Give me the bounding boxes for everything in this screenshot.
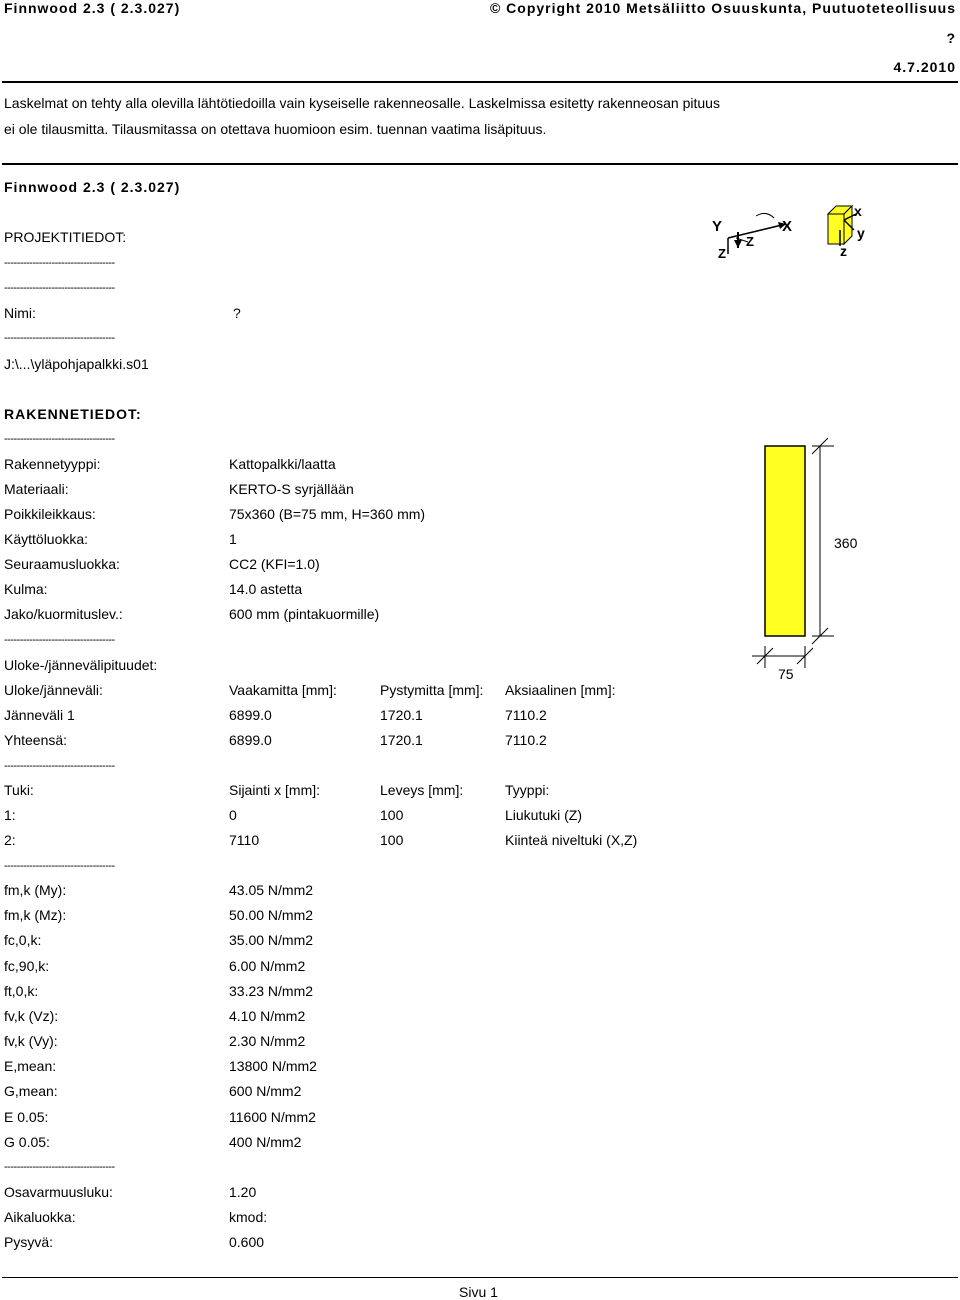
spans-header-horizontal: Vaakamitta [mm]: bbox=[229, 682, 337, 698]
spans-heading: Uloke-/jännevälipituudet: bbox=[4, 657, 158, 673]
strength-value: 4.10 N/mm2 bbox=[229, 1008, 306, 1024]
factor-value: 1.20 bbox=[229, 1184, 257, 1200]
divider: ----------------------------------- bbox=[4, 760, 115, 772]
strength-value: 2.30 N/mm2 bbox=[229, 1033, 306, 1049]
supports-header-support: Tuki: bbox=[4, 782, 34, 798]
project-name-value: ? bbox=[233, 305, 241, 321]
supports-cell: 0 bbox=[229, 807, 237, 823]
structure-heading: RAKENNETIEDOT: bbox=[4, 406, 142, 422]
spans-header-span: Uloke/jänneväli: bbox=[4, 682, 103, 698]
divider: ----------------------------------- bbox=[4, 433, 115, 445]
program-title: Finnwood 2.3 ( 2.3.027) bbox=[4, 179, 181, 195]
strength-value: 600 N/mm2 bbox=[229, 1083, 302, 1099]
section-width-label: 75 bbox=[778, 666, 794, 682]
box-z-label: z bbox=[840, 243, 847, 258]
strength-label: G,mean: bbox=[4, 1083, 58, 1099]
factor-value: kmod: bbox=[229, 1209, 268, 1225]
strength-label: fc,90,k: bbox=[4, 958, 50, 974]
structure-label-consequence-class: Seuraamusluokka: bbox=[4, 556, 120, 572]
structure-label-angle: Kulma: bbox=[4, 581, 48, 597]
supports-cell: 1: bbox=[4, 807, 16, 823]
header-date: 4.7.2010 bbox=[893, 59, 956, 75]
divider: ----------------------------------- bbox=[4, 860, 115, 872]
structure-value-consequence-class: CC2 (KFI=1.0) bbox=[229, 556, 320, 572]
page-number: Sivu 1 bbox=[459, 1284, 498, 1300]
factor-value: 0.600 bbox=[229, 1234, 265, 1250]
strength-label: fv,k (Vz): bbox=[4, 1008, 59, 1024]
strength-value: 50.00 N/mm2 bbox=[229, 907, 314, 923]
spans-total-cell: Yhteensä: bbox=[4, 732, 68, 748]
supports-header-width: Leveys [mm]: bbox=[380, 782, 464, 798]
divider: ----------------------------------- bbox=[4, 1161, 115, 1173]
supports-header-type: Tyyppi: bbox=[505, 782, 550, 798]
beam-section bbox=[765, 446, 805, 636]
axis-y-label: Y bbox=[712, 218, 723, 235]
structure-value-service-class: 1 bbox=[229, 531, 237, 547]
structure-value-section: 75x360 (B=75 mm, H=360 mm) bbox=[229, 506, 426, 522]
spans-total-cell: 6899.0 bbox=[229, 732, 272, 748]
axis-z-label-2: Z bbox=[746, 234, 754, 249]
strength-value: 400 N/mm2 bbox=[229, 1134, 302, 1150]
strength-value: 33.23 N/mm2 bbox=[229, 983, 314, 999]
spans-cell: 6899.0 bbox=[229, 707, 272, 723]
divider: ----------------------------------- bbox=[4, 282, 115, 294]
structure-label-type: Rakennetyyppi: bbox=[4, 456, 101, 472]
strength-value: 35.00 N/mm2 bbox=[229, 932, 314, 948]
structure-value-spacing: 600 mm (pintakuormille) bbox=[229, 606, 380, 622]
strength-value: 11600 N/mm2 bbox=[229, 1109, 316, 1125]
header-question: ? bbox=[946, 30, 956, 46]
supports-cell: 2: bbox=[4, 832, 16, 848]
supports-cell: 100 bbox=[380, 832, 404, 848]
divider: ----------------------------------- bbox=[4, 332, 115, 344]
strength-label: E 0.05: bbox=[4, 1109, 49, 1125]
box-x-label: x bbox=[854, 203, 862, 219]
factor-label: Pysyvä: bbox=[4, 1234, 54, 1250]
spans-cell: 7110.2 bbox=[505, 707, 547, 723]
divider: ----------------------------------- bbox=[4, 257, 115, 269]
spans-cell: Jänneväli 1 bbox=[4, 707, 75, 723]
notice-rule bbox=[2, 163, 958, 165]
supports-cell: 7110 bbox=[229, 832, 260, 848]
strength-label: G 0.05: bbox=[4, 1134, 50, 1150]
notice-line-2: ei ole tilausmitta. Tilausmitassa on otettava huomioon esim. tuennan vaatima lisäpituus. bbox=[4, 121, 547, 137]
header-rule bbox=[2, 81, 958, 83]
header-program: Finnwood 2.3 ( 2.3.027) bbox=[4, 0, 181, 16]
structure-value-type: Kattopalkki/laatta bbox=[229, 456, 336, 472]
notice-line-1: Laskelmat on tehty alla olevilla lähtötiedoilla vain kyseiselle rakenneosalle. Laskelmissa esitetty rakenneosan pituus bbox=[4, 95, 720, 111]
spans-header-axial: Aksiaalinen [mm]: bbox=[505, 682, 616, 698]
factor-label: Osavarmuusluku: bbox=[4, 1184, 113, 1200]
factor-label: Aikaluokka: bbox=[4, 1209, 76, 1225]
strength-label: fm,k (My): bbox=[4, 882, 67, 898]
spans-header-vertical: Pystymitta [mm]: bbox=[380, 682, 484, 698]
strength-label: fv,k (Vy): bbox=[4, 1033, 58, 1049]
strength-label: fm,k (Mz): bbox=[4, 907, 67, 923]
cross-section-drawing bbox=[750, 436, 870, 686]
box-y-label: y bbox=[857, 225, 865, 241]
project-heading: PROJEKTITIEDOT: bbox=[4, 229, 127, 245]
axis-x-label: X bbox=[782, 218, 793, 235]
structure-value-material: KERTO-S syrjällään bbox=[229, 481, 354, 497]
supports-cell: Kiinteä niveltuki (X,Z) bbox=[505, 832, 638, 848]
structure-label-section: Poikkileikkaus: bbox=[4, 506, 96, 522]
spans-total-cell: 7110.2 bbox=[505, 732, 547, 748]
project-name-label: Nimi: bbox=[4, 305, 36, 321]
structure-label-service-class: Käyttöluokka: bbox=[4, 531, 89, 547]
structure-label-spacing: Jako/kuormituslev.: bbox=[4, 606, 123, 622]
footer-rule bbox=[2, 1277, 958, 1278]
axis-z-label-1: Z bbox=[718, 246, 726, 260]
strength-label: ft,0,k: bbox=[4, 983, 39, 999]
supports-header-position: Sijainti x [mm]: bbox=[229, 782, 321, 798]
beam-orientation-icon bbox=[824, 200, 878, 258]
strength-value: 43.05 N/mm2 bbox=[229, 882, 314, 898]
supports-cell: Liukutuki (Z) bbox=[505, 807, 583, 823]
supports-cell: 100 bbox=[380, 807, 404, 823]
strength-value: 13800 N/mm2 bbox=[229, 1058, 317, 1074]
spans-total-cell: 1720.1 bbox=[380, 732, 423, 748]
section-height-label: 360 bbox=[834, 535, 858, 551]
spans-cell: 1720.1 bbox=[380, 707, 423, 723]
header-copyright: © Copyright 2010 Metsäliitto Osuuskunta, Puutuoteteollisuus bbox=[489, 0, 956, 16]
strength-label: E,mean: bbox=[4, 1058, 57, 1074]
strength-value: 6.00 N/mm2 bbox=[229, 958, 306, 974]
project-file-path: J:\...\yläpohjapalkki.s01 bbox=[4, 356, 149, 372]
structure-value-angle: 14.0 astetta bbox=[229, 581, 303, 597]
coordinate-axes-icon bbox=[708, 198, 804, 260]
strength-label: fc,0,k: bbox=[4, 932, 42, 948]
structure-label-material: Materiaali: bbox=[4, 481, 69, 497]
divider: ----------------------------------- bbox=[4, 634, 115, 646]
